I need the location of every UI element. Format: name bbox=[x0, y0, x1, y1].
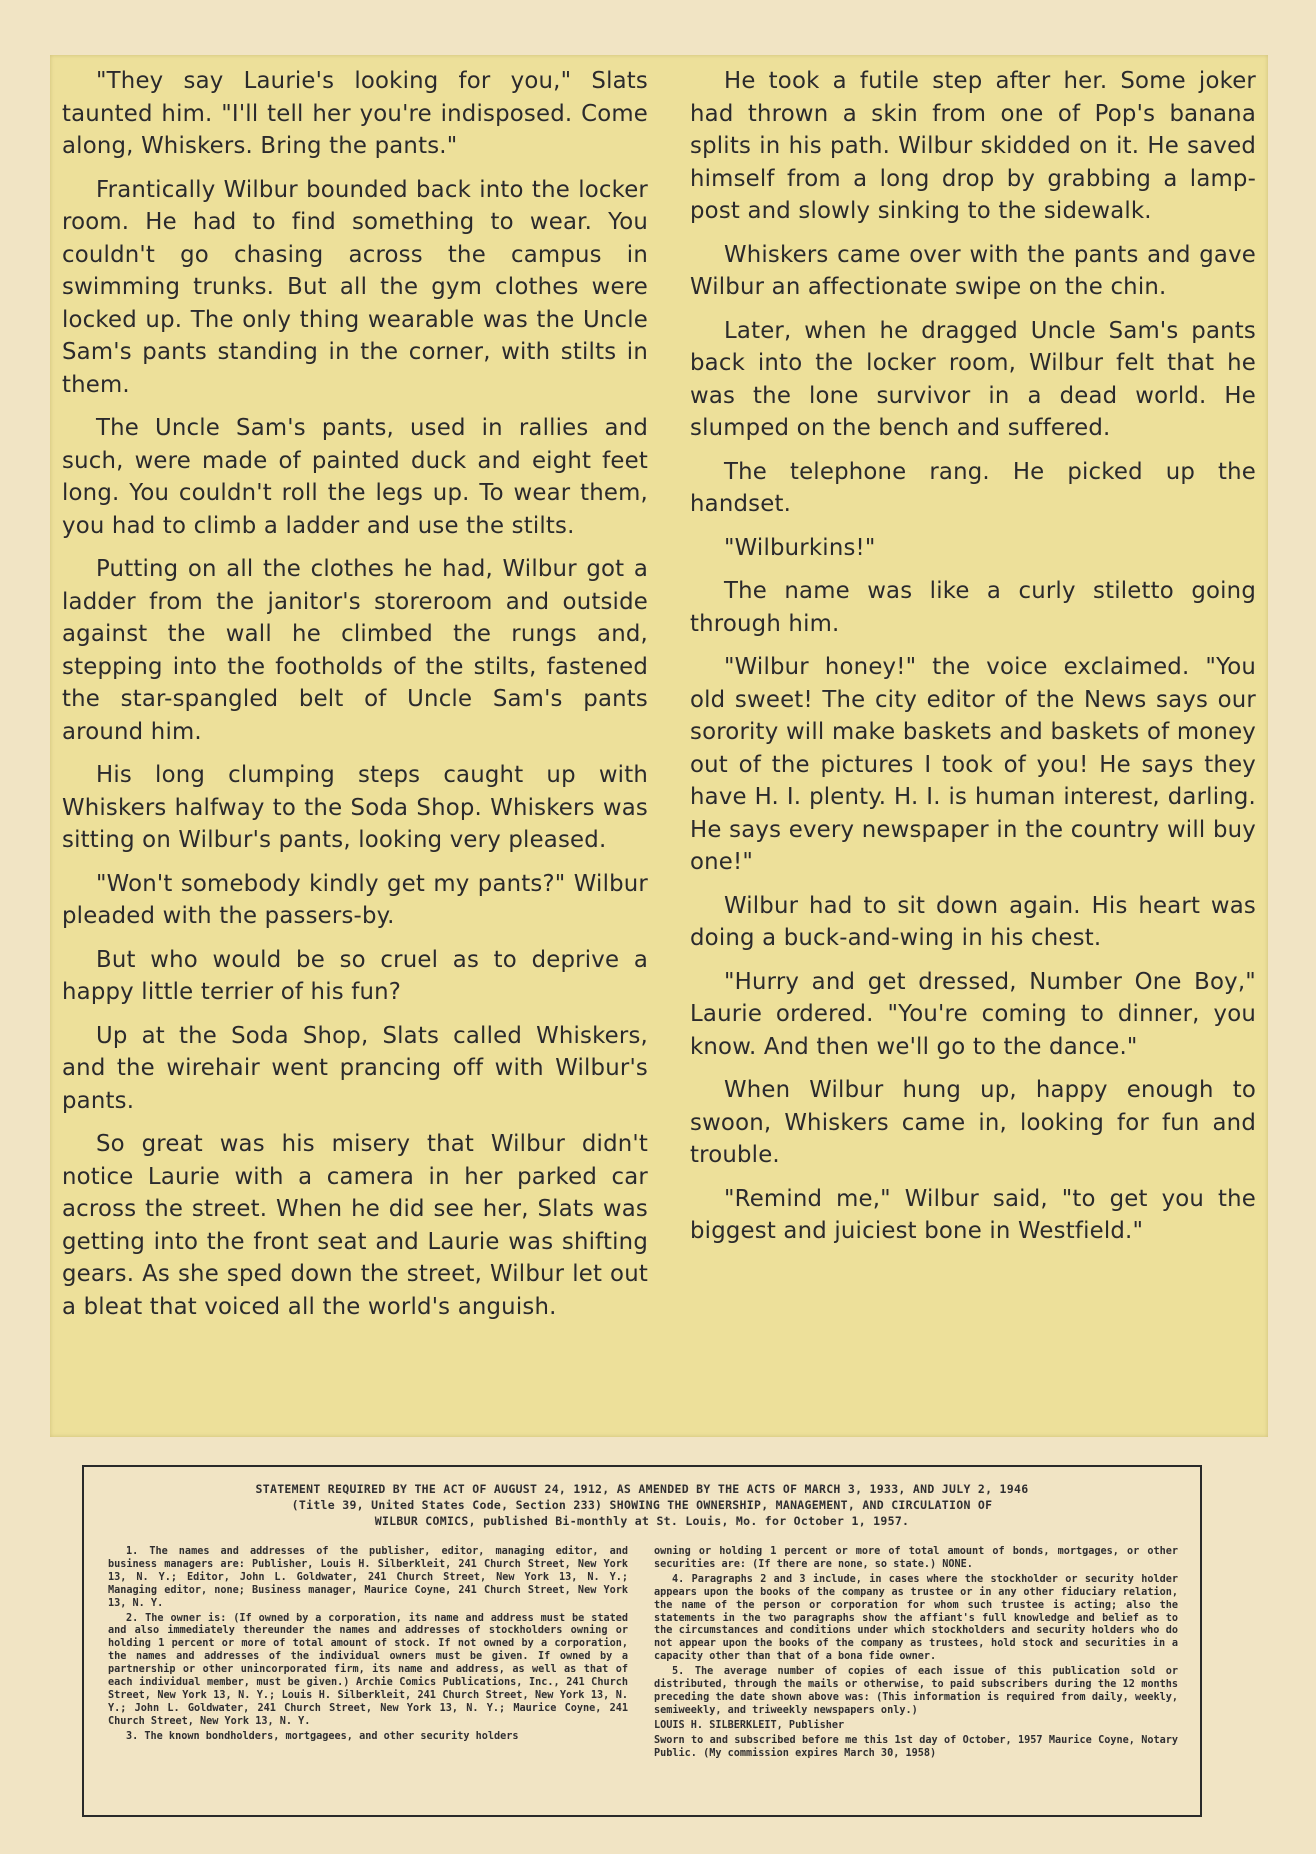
paragraph: But who would be so cruel as to deprive a happy little terrier of his fun? bbox=[62, 946, 648, 1005]
paragraph: "Remind me," Wilbur said, "to get you the biggest and juiciest bone in Westfield." bbox=[690, 1185, 1256, 1244]
statement-header-line: (Title 39, United States Code, Section 233) SHOWING THE OWNERSHIP, MANAGEMENT, AND CIRCULATION OF bbox=[291, 1498, 993, 1512]
paragraph: Later, when he dragged Uncle Sam's pants back into the locker room, Wilbur felt that he was the lone survivor in a dead world. He slumped on the bench and suffered. bbox=[690, 317, 1256, 441]
paragraph: When Wilbur hung up, happy enough to swoon, Whiskers came in, looking for fun and trouble. bbox=[690, 1077, 1256, 1168]
statement-signature: LOUIS H. SILBERKLEIT, Publisher bbox=[654, 1719, 845, 1731]
ownership-statement-box bbox=[82, 1465, 1202, 1817]
statement-header bbox=[108, 1481, 1176, 1529]
paragraph: "Hurry and get dressed, Number One Boy," Laurie ordered. "You're coming to dinner, you know. And then we'll go to the dance." bbox=[690, 968, 1256, 1060]
statement-column-right bbox=[654, 1546, 1178, 1763]
paragraph: "Wilburkins!" bbox=[724, 534, 876, 561]
paragraph: The name was like a curly stiletto going through him. bbox=[690, 578, 1256, 637]
paragraph: Up at the Soda Shop, Slats called Whiskers, and the wirehair went prancing off with Wilbur's pants. bbox=[62, 1022, 648, 1114]
paragraph: So great was his misery that Wilbur didn't notice Laurie with a camera in her parked car across the street. When he did see her, Slats was getting into the front seat and Laurie was shifting gears. As she sped down the street, Wilbur let out a bleat that voiced all the world's anguish. bbox=[62, 1131, 648, 1320]
statement-paragraph: 1. The names and addresses of the publisher, editor, managing editor, and business managers are: Publisher, Louis H. Silberkleit, 241 Church Street, New York 13, N. Y.; Editor, John L. Goldwater, 241 Church Street, New York 13, N. Y.; Managing editor, none; Business manager, Maurice Coyne, 241 Church Street, New York 13, N. Y. bbox=[108, 1546, 628, 1609]
statement-paragraph: 4. Paragraphs 2 and 3 include, in cases where the stockholder or security holder appears upon the books of the company as trustee or in any other fiduciary relation, the name of the person or corporation for whom such trustee is acting; also the statements in the two paragraphs show the affiant's full knowledge and belief as to the circumstances and conditions under which stockholders and security holders who do not appear upon the books of the company as trustees, hold stock and securities in a capacity other than that of a bona fide owner. bbox=[654, 1573, 1178, 1663]
story-column-left bbox=[62, 65, 648, 1334]
paragraph: Whiskers came over with the pants and gave Wilbur an affectionate swipe on the chin. bbox=[690, 241, 1256, 300]
paragraph: Putting on all the clothes he had, Wilbur got a ladder from the janitor's storeroom and outside against the wall he climbed the rungs and, stepping into the footholds of the stilts, fastened the star-spangled belt of Uncle Sam's pants around him. bbox=[62, 556, 648, 745]
statement-header-line: WILBUR COMICS, published Bi-monthly at St. Louis, Mo. for October 1, 1957. bbox=[374, 1514, 910, 1528]
statement-header-line: STATEMENT REQUIRED BY THE ACT OF AUGUST 24, 1912, AS AMENDED BY THE ACTS OF MARCH 3, 1933, AND JULY 2, 1946 bbox=[255, 1482, 1029, 1496]
paragraph: He took a futile step after her. Some joker had thrown a skin from one of Pop's banana splits in his path. Wilbur skidded on it. He saved himself from a long drop by grabbing a lamp-post and slowly sinking to the sidewalk. bbox=[690, 68, 1256, 224]
statement-sworn: Sworn to and subscribed before me this 1st day of October, 1957 Maurice Coyne, Notary Public. (My commission expires March 30, 1958) bbox=[654, 1734, 1178, 1759]
paragraph: The telephone rang. He picked up the handset. bbox=[690, 458, 1256, 517]
paragraph: Wilbur had to sit down again. His heart was doing a buck-and-wing in his chest. bbox=[690, 892, 1256, 951]
paragraph: "They say Laurie's looking for you," Slats taunted him. "I'll tell her you're indisposed. Come along, Whiskers. Bring the pants." bbox=[62, 68, 648, 159]
paragraph: The Uncle Sam's pants, used in rallies and such, were made of painted duck and eight feet long. You couldn't roll the legs up. To wear them, you had to climb a ladder and use the stilts. bbox=[62, 415, 648, 539]
statement-paragraph: 3. The known bondholders, mortgagees, and other security holders bbox=[126, 1730, 519, 1742]
statement-paragraph: 2. The owner is: (If owned by a corporation, its name and address must be stated and also immediately thereunder the names and addresses of stockholders owning or holding 1 percent or more of total amount of stock. If not owned by a corporation, the names and addresses of the individual owners must be given. If owned by a partnership or other unincorporated firm, its name and address, as well as that of each individual member, must be given.) Archie Comics Publications, Inc., 241 Church Street, New York 13, N. Y.; Louis H. Silberkleit, 241 Church Street, New York 13, N. Y.; John L. Goldwater, 241 Church Street, New York 13, N. Y.; Maurice Coyne, 241 Church Street, New York 13, N. Y. bbox=[108, 1612, 628, 1727]
story-column-right bbox=[690, 65, 1256, 1259]
paragraph: "Won't somebody kindly get my pants?" Wilbur pleaded with the passers-by. bbox=[62, 870, 648, 929]
paragraph: His long clumping steps caught up with Whiskers halfway to the Soda Shop. Whiskers was sitting on Wilbur's pants, looking very pleased. bbox=[62, 762, 648, 853]
statement-column-left bbox=[108, 1546, 628, 1746]
paragraph: Frantically Wilbur bounded back into the locker room. He had to find something to wear. You couldn't go chasing across the campus in swimming trunks. But all the gym clothes were locked up. The only thing wearable was the Uncle Sam's pants standing in the corner, with stilts in them. bbox=[62, 176, 648, 398]
paragraph: "Wilbur honey!" the voice exclaimed. "You old sweet! The city editor of the News says our sorority will make baskets and baskets of money out of the pictures I took of you! He says they have H. I. plenty. H. I. is human interest, darling. He says every newspaper in the country will buy one!" bbox=[690, 654, 1256, 875]
story-text-block bbox=[50, 55, 1268, 1437]
statement-paragraph: 5. The average number of copies of each issue of this publication sold or distributed, through the mails or otherwise, to paid subscribers during the 12 months preceding the date shown above was: (This information is required from daily, weekly, semiweekly, and triweekly newspapers only.) bbox=[654, 1666, 1178, 1716]
statement-paragraph: owning or holding 1 percent or more of total amount of bonds, mortgages, or other securities are: (If there are none, so state.) NONE. bbox=[654, 1546, 1178, 1570]
